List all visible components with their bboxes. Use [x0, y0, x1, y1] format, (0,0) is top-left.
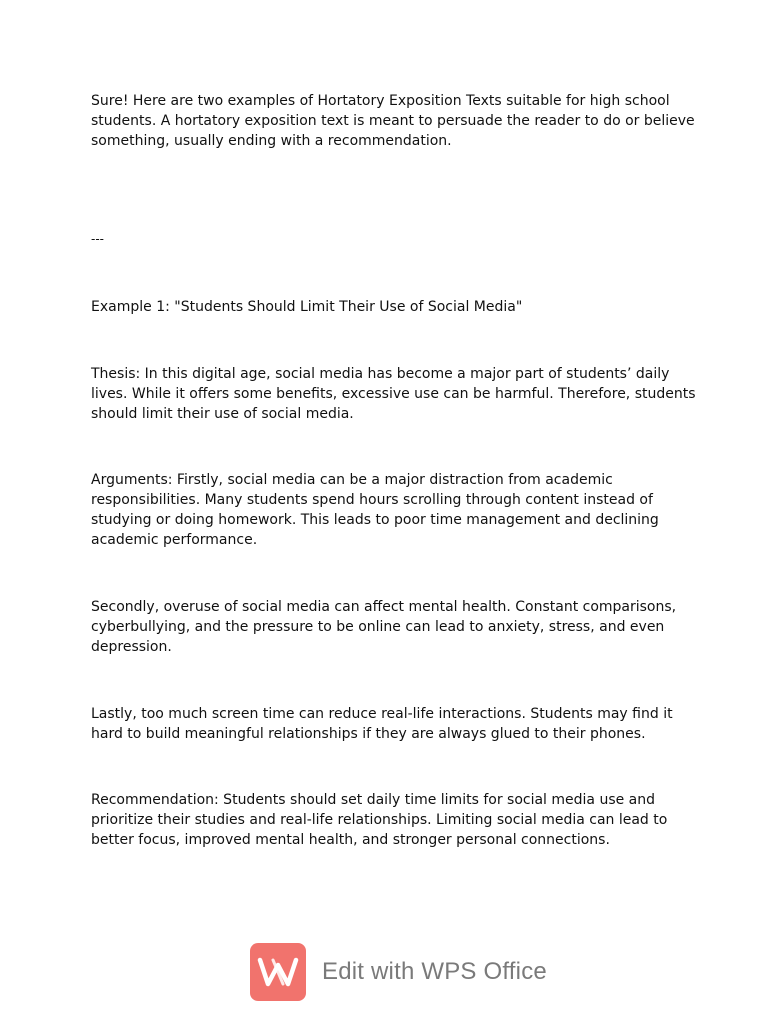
wps-logo-icon	[250, 943, 306, 1001]
example-title: Example 1: "Students Should Limit Their Use of Social Media"	[91, 299, 523, 315]
argument-paragraph-2: Secondly, overuse of social media can affect mental health. Constant comparisons, cyberbullying, and the pressure to be online can lead to anxiety, stress, and even depression.	[91, 599, 677, 655]
edit-with-wps-button[interactable]	[250, 943, 547, 1001]
argument-paragraph-1: Arguments: Firstly, social media can be a major distraction from academic responsibilities. Many students spend hours scrolling through content instead of studying or doing homework. This leads to poor time management and declining academic performance.	[91, 472, 659, 548]
recommendation-paragraph: Recommendation: Students should set daily time limits for social media use and prioritize their studies and real-life relationships. Limiting social media can lead to better focus, improved mental health, and stronger personal connections.	[91, 792, 668, 848]
thesis-paragraph: Thesis: In this digital age, social media has become a major part of students’ daily lives. While it offers some benefits, excessive use can be harmful. Therefore, students should limit their use of social media.	[91, 366, 696, 422]
separator: ---	[91, 232, 104, 246]
wps-label: Edit with WPS Office	[322, 958, 547, 985]
intro-paragraph: Sure! Here are two examples of Hortatory Exposition Texts suitable for high school students. A hortatory exposition text is meant to persuade the reader to do or believe something, usually ending with a recommendation.	[91, 93, 695, 149]
argument-paragraph-3: Lastly, too much screen time can reduce real-life interactions. Students may find it hard to build meaningful relationships if they are always glued to their phones.	[91, 706, 673, 742]
